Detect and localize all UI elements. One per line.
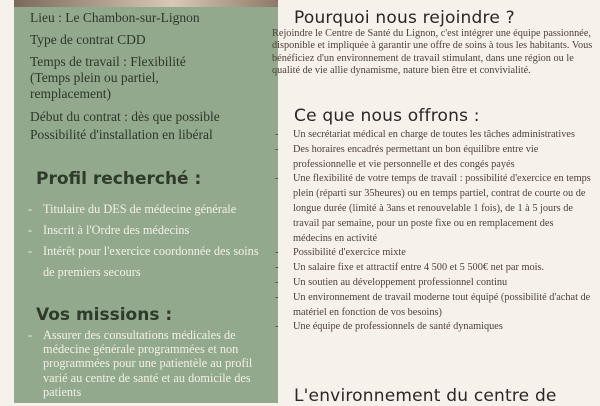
header-photo [14,0,278,7]
job-start-date: Début du contrat : dès que possible [30,109,220,124]
offer-title: Ce que nous offrons : [294,106,480,126]
job-location: Lieu : Le Chambon-sur-Lignon [30,10,200,25]
offer-item: - Un salaire fixe et attractif entre 4 500 et 5 500€ net par mois. [272,261,594,276]
job-work-time-detail-2: remplacement) [30,86,111,101]
missions-list [28,328,272,399]
job-liberal-option: Possibilité d'installation en libéral [30,127,213,142]
missions-title: Vos missions : [36,305,173,325]
job-work-time: Temps de travail : Flexibilité [30,54,186,69]
job-contract-type: Type de contrat CDD [30,32,146,47]
why-join-title: Pourquoi nous rejoindre ? [294,8,515,28]
offer-item: - Une flexibilité de votre temps de travail : possibilité d'exercice en temps plein (réparti sur 35heures) ou en temps partiel, contrat de courte ou de longue durée (limité à 3ans et renouvelable 1 fois), de 1 à 5 jours de travail par semaine, pour un poste fixe ou en remplacement des médecins en activité [272,172,594,246]
environment-title: L'environnement du centre de [294,386,557,406]
offer-item: - Une équipe de professionnels de santé dynamiques [272,320,594,335]
info-column [272,0,600,406]
missions-item: - Assurer des consultations médicales de médecine générale programmées et non programmées pour une patientèle au profil varié au centre de santé et au domicile des patients [28,328,272,399]
profil-list [28,199,268,283]
profil-item: - Titulaire du DES de médecine générale [28,199,268,220]
profil-title: Profil recherché : [36,169,202,189]
job-work-time-detail: (Temps plein ou partiel, [30,70,159,85]
offer-item: - Des horaires encadrés permettant un bon équilibre entre vie professionnelle et vie personnelle et des congés payés [272,143,594,173]
offer-item: - Un environnement de travail moderne tout équipé (possibilité d'achat de matériel en fonction de vos besoins) [272,291,594,321]
why-join-text: Rejoindre le Centre de Santé du Lignon, c'est intégrer une équipe passionnée, disponible et impliquée à garantir une offre de soins à tous les habitants. Vous bénéficiez d'un environnement de travail stimulant, dans une région ou le qualité de vie allie dynamisme, nature bien être et convivialité. [272,28,593,77]
profil-item: - Inscrit à l'Ordre des médecins [28,220,268,241]
job-info-panel [14,0,278,403]
profil-item: - Intérêt pour l'exercice coordonnée des soins de premiers secours [28,241,268,283]
offer-item: - Possibilité d'exercice mixte [272,246,594,261]
offer-list [272,128,594,335]
offer-item: - Un secrétariat médical en charge de toutes les tâches administratives [272,128,594,143]
offer-item: - Un soutien au développement professionnel continu [272,276,594,291]
